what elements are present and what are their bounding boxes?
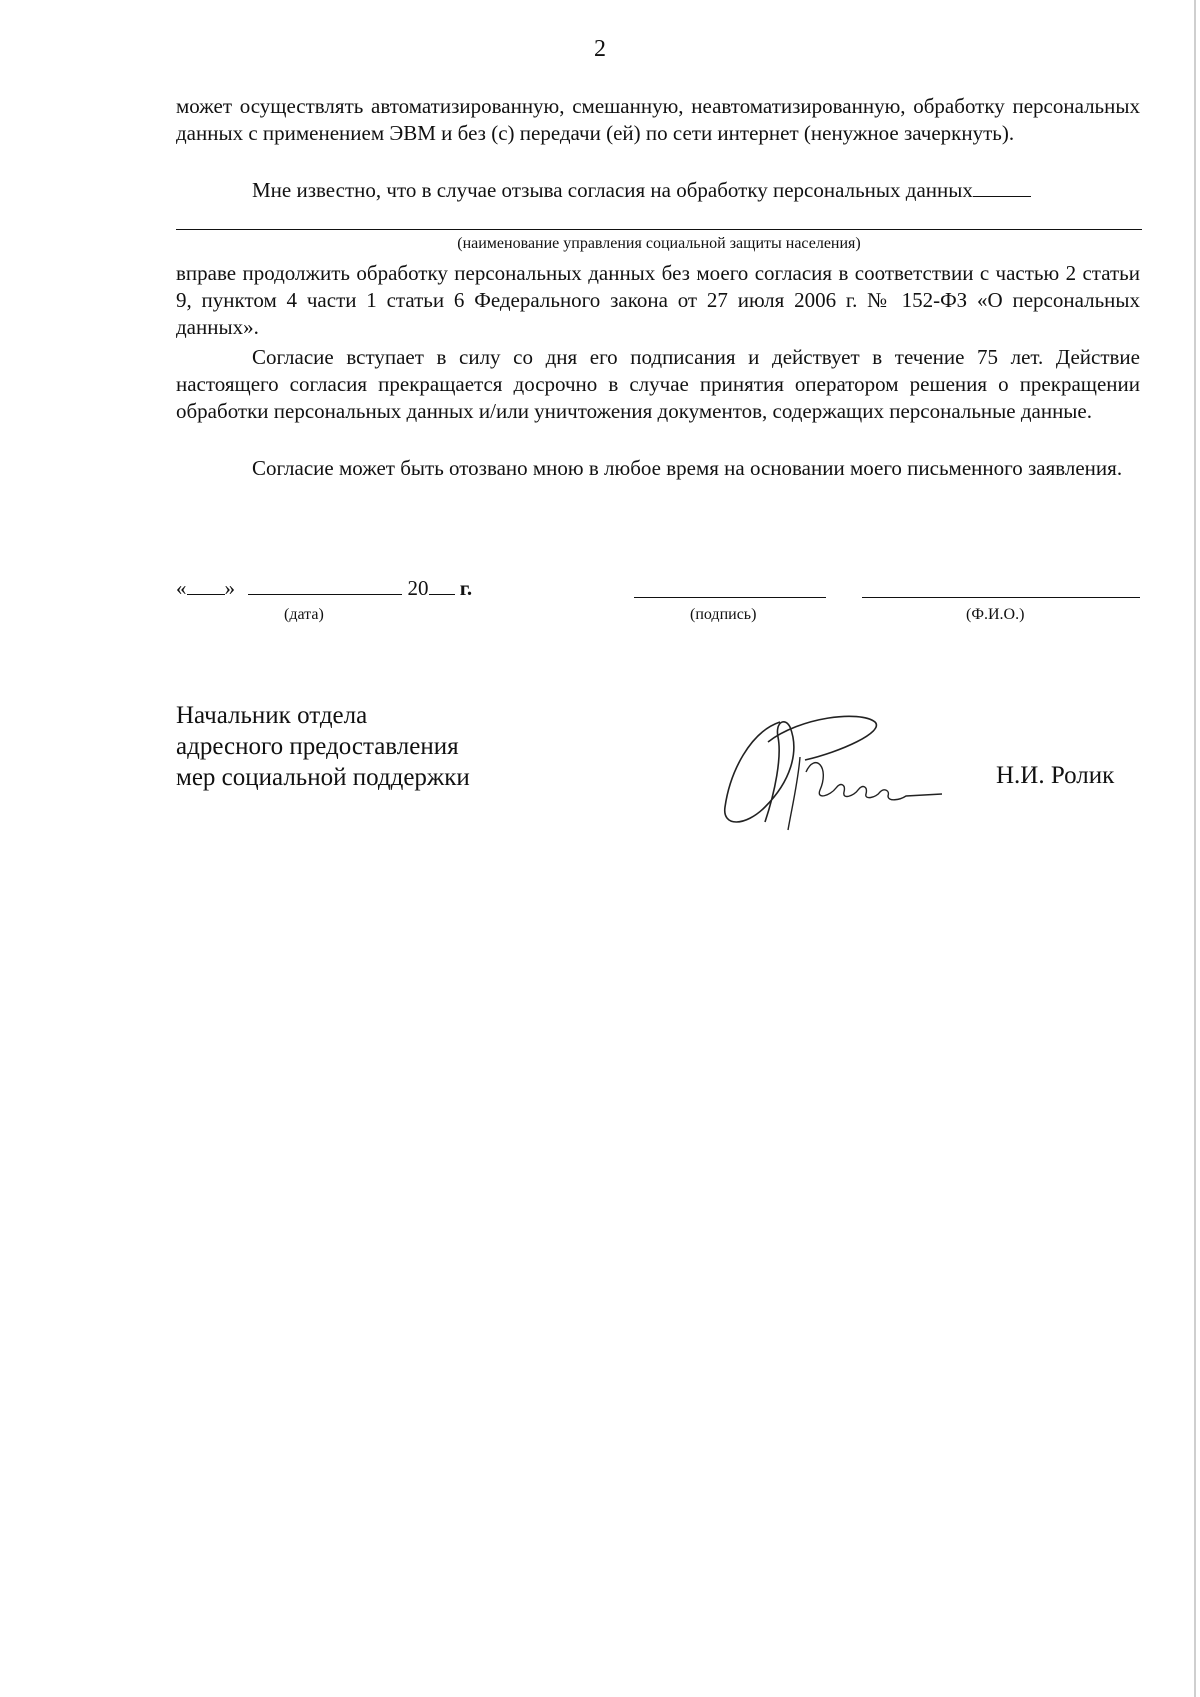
page-number: 2: [594, 36, 606, 62]
year-prefix: 20: [407, 576, 429, 600]
signature-caption: (подпись): [690, 606, 757, 623]
handwritten-signature: [720, 712, 950, 834]
paragraph-validity-term: Согласие вступает в силу со дня его подписания и действует в течение 75 лет. Действие настоящего согласия прекращается досрочно в случае принятия оператором решения о прекращении обработки персональных данных и/или уничтожения документов, содержащих персональные данные.: [176, 345, 1140, 423]
year-suffix: г.: [459, 576, 473, 600]
management-name-caption: (наименование управления социальной защиты населения): [457, 235, 861, 252]
day-blank: [187, 576, 225, 595]
year-blank: [429, 576, 455, 595]
withdrawal-notice-text: Мне известно, что в случае отзыва согласия на обработку персональных данных: [252, 178, 973, 202]
management-name-blank-line: [176, 229, 1142, 230]
official-position-block: [176, 700, 470, 793]
paragraph-processing-methods: может осуществлять автоматизированную, смешанную, неавтоматизированную, обработку персональных данных с применением ЭВМ и без (с) передачи (ей) по сети интернет (ненужное зачеркнуть).: [176, 94, 1140, 145]
paragraph-revocation: Согласие может быть отозвано мною в любое время на основании моего письменного заявления.: [252, 456, 1123, 480]
fio-blank-line: [862, 597, 1140, 598]
signer-name: Н.И. Ролик: [996, 762, 1115, 789]
scan-edge-artifact: [1194, 0, 1196, 1697]
month-blank: [248, 576, 402, 595]
official-position-line-1: Начальник отдела: [176, 702, 368, 729]
fio-caption: (Ф.И.О.): [966, 606, 1025, 623]
date-field: [176, 576, 472, 601]
date-open-quote: «: [176, 576, 187, 600]
official-position-line-3: мер социальной поддержки: [176, 764, 470, 791]
date-caption: (дата): [284, 606, 324, 623]
date-close-quote: »: [224, 576, 235, 600]
management-name-blank-start: [973, 178, 1031, 197]
signature-blank-line: [634, 597, 826, 598]
official-position-line-2: адресного предоставления: [176, 733, 459, 760]
paragraph-legal-basis: вправе продолжить обработку персональных данных без моего согласия в соответствии с частью 2 статьи 9, пунктом 4 части 1 статьи 6 Федерального закона от 27 июля 2006 г. № 152-ФЗ «О персональных данных».: [176, 261, 1140, 339]
paragraph-withdrawal-notice: [176, 177, 1140, 204]
